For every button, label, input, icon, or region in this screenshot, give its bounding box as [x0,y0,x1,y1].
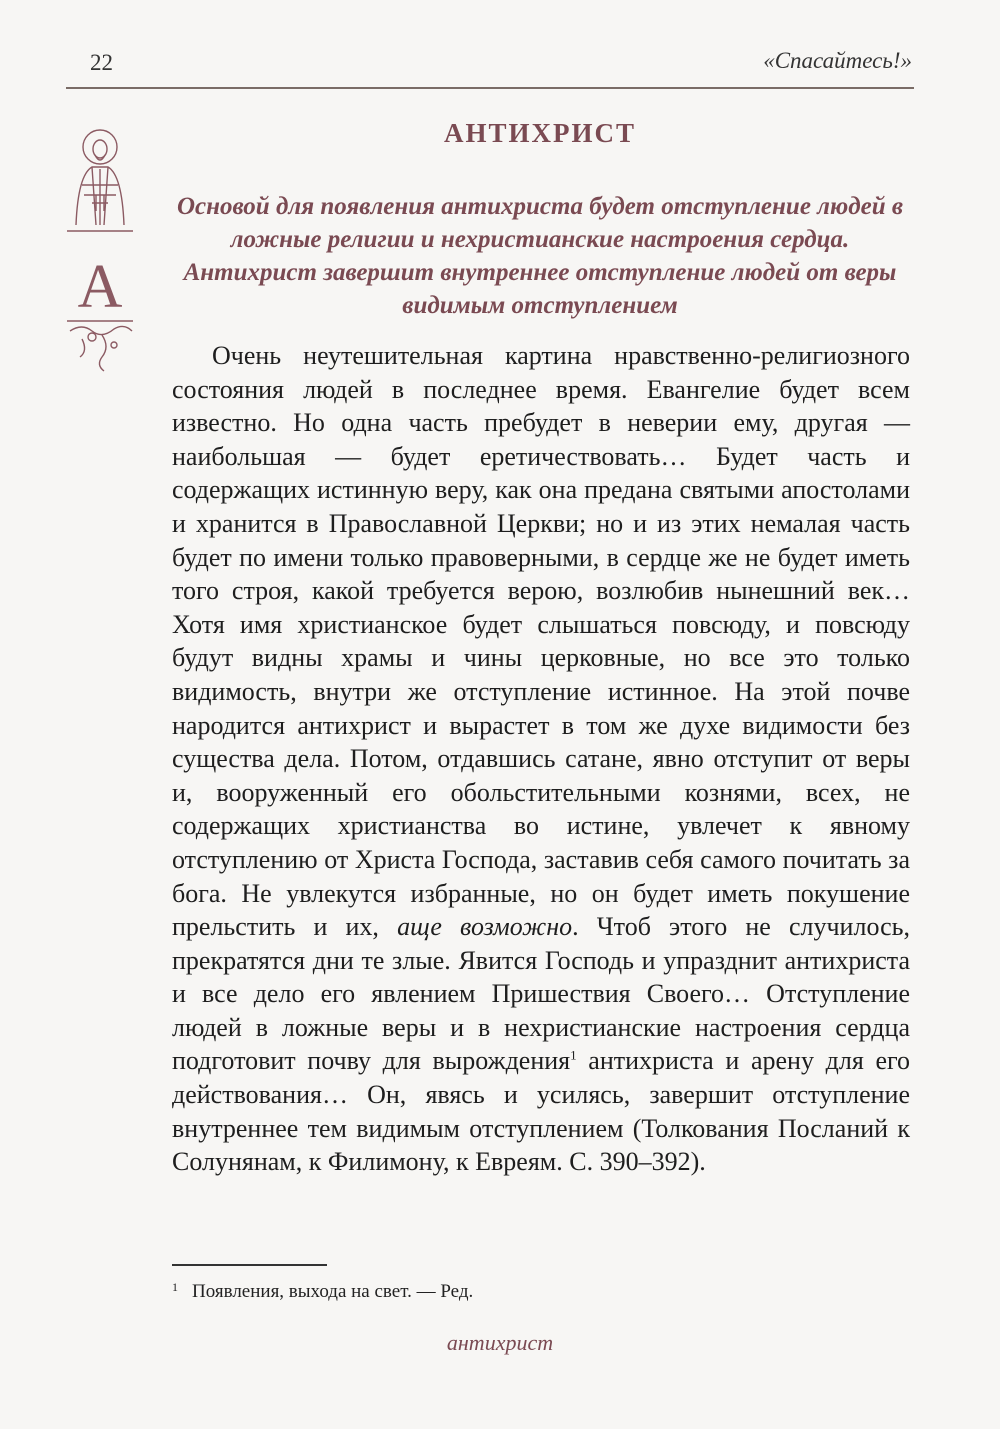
body-text-part1: Очень неутешительная картина нравственно-религиозного состояния людей в последнее время. Евангелие будет всем известно. Но одна часть пребудет в неверии ему, другая — наибольшая — будет еретичествовать… Будет часть и содержащих истинную веру, как она предана святыми апостолами и хранится в Православной Церкви; но и из этих немалая часть будет по имени только правоверными, в сердце же не будет иметь того строя, какой требуется верою, возлюбив нынешний век… Хотя имя христианское будет слышаться повсюду, и повсюду будут видны храмы и чины церковные, но все это только видимость, внутри же отступление истинное. На этой почве народится антихрист и вырастет в том же духе видимости без существа дела. Потом, отдавшись сатане, явно отступит от веры и, вооруженный его обольстительными кознями, всех, не содержащих христианства во истине, увлечет к явному отступлению от Христа Господа, заставив себя самого почитать за бога. Не увлекутся избранные, но он будет иметь покушение прельстить и их, [172,341,910,942]
footnote-marker: 1 [172,1280,178,1294]
footnote-reference[interactable]: 1 [570,1047,577,1063]
running-title: «Спасайтесь!» [763,48,912,73]
page-number: 22 [90,50,113,75]
header-rule [66,87,914,89]
footnote-text: Появления, выхода на свет. — Ред. [192,1281,474,1302]
chapter-title: АНТИХРИСТ [443,118,636,148]
halo-icon [83,130,117,164]
saint-icon-ornament [62,125,138,375]
footnote [172,1280,892,1303]
footnote-rule [172,1264,327,1266]
body-text-part3: антихриста и арену для его действования… Он, явясь и усилясь, завершит отступление внутреннее тем видимым отступлением (Толкования Посланий к Солунянам, к Филимону, к Евреям. С. 390–392). [172,1046,911,1177]
decorative-initial: А [77,253,123,321]
body-italic-phrase: аще возможно [397,912,573,942]
body-text-part2: . Чтоб этого не случилось, прекратятся дни те злые. Явится Господь и упразднит антихриста и все дело его явлением Пришествия Своего… Отступление людей в ложные веры и в нехристианские настроения сердца подготовит почву для вырождения [172,912,910,1076]
footer-title: антихрист [446,1330,554,1355]
body-paragraph [172,339,910,1179]
chapter-epigraph: Основой для появления антихриста будет отступление людей в ложные религии и нехристианские настроения сердца. Антихрист завершит внутреннее отступление людей от веры видимым отступлением [176,193,904,319]
